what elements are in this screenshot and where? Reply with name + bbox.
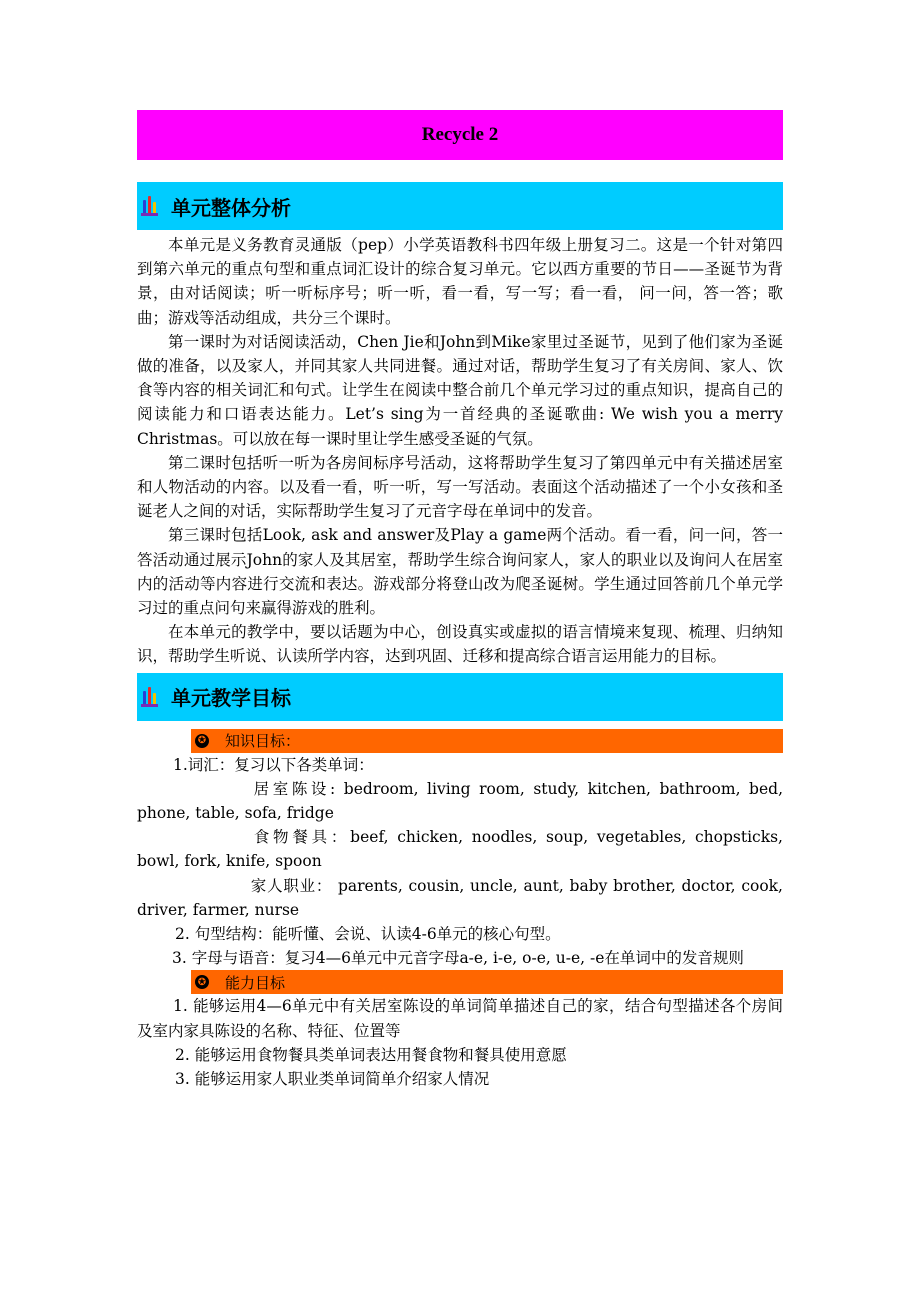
document-title-bar bbox=[137, 110, 783, 160]
paragraph: 本单元是义务教育灵通版（pep）小学英语教科书四年级上册复习二。这是一个针对第四到第六单元的重点句型和重点词汇设计的综合复习单元。它以西方重要的节日——圣诞节为背景，由对话阅读；听一听标序号；听一听，看一看，写一写；看一看， 问一问，答一答；歌曲；游戏等活动组成，共分三个课时。 bbox=[137, 236, 783, 327]
vocab-line bbox=[137, 777, 783, 825]
subsection-label: 知识目标： bbox=[225, 732, 301, 751]
ability-item: 2. 能够运用食物餐具类单词表达用餐食物和餐具使用意愿 bbox=[175, 1045, 567, 1064]
ability-item: 1. 能够运用4—6单元中有关居室陈设的单词简单描述自己的家，结合句型描述各个房间及室内家具陈设的名称、特征、位置等 bbox=[137, 997, 783, 1040]
section-heading: 单元整体分析 bbox=[171, 195, 291, 220]
vocab-label: 食物餐具： bbox=[250, 828, 351, 847]
document-page bbox=[137, 110, 783, 1091]
vocab-words: parents, cousin, uncle, aunt, baby brother, doctor, cook, driver, farmer, nurse bbox=[137, 876, 783, 919]
star-bullet-icon: ✪ bbox=[195, 975, 209, 989]
knowledge-item: 3. 字母与语音：复习4—6单元中元音字母a-e, i-e, o-e, u-e, -e在单词中的发音规则 bbox=[172, 949, 744, 968]
subsection-label: 能力目标 bbox=[225, 973, 286, 992]
vocab-words: beef, chicken, noodles, soup, vegetables, chopsticks, bowl, fork, knife, spoon bbox=[137, 828, 783, 871]
ability-item: 3. 能够运用家人职业类单词简单介绍家人情况 bbox=[175, 1070, 490, 1089]
star-bullet-icon: ✪ bbox=[195, 734, 209, 748]
section-heading: 单元教学目标 bbox=[171, 686, 291, 711]
vocab-line bbox=[137, 825, 783, 873]
section-header-analysis bbox=[137, 182, 783, 230]
paragraph: 第二课时包括听一听为各房间标序号活动，这将帮助学生复习了第四单元中有关描述居室和人物活动的内容。以及看一看，听一听，写一写活动。表面这个活动描述了一个小女孩和圣诞老人之间的对话，实际帮助学生复习了元音字母在单词中的发音。 bbox=[137, 453, 783, 521]
knowledge-item: 2. 句型结构：能听懂、会说、认读4-6单元的核心句型。 bbox=[175, 925, 561, 944]
bar-chart-icon bbox=[141, 687, 159, 707]
vocab-intro: 1.词汇：复习以下各类单词： bbox=[173, 755, 374, 774]
vocab-words: bedroom, living room, study, kitchen, bathroom, bed, phone, table, sofa, fridge bbox=[137, 779, 783, 823]
paragraph: 第一课时为对话阅读活动，Chen Jie和John到Mike家里过圣诞节，见到了他们家为圣诞做的准备，以及家人，并同其家人共同进餐。通过对话，帮助学生复习了有关房间、家人、饮食等内容的相关词汇和句式。让学生在阅读中整合前几个单元学习过的重点知识，提高自己的阅读能力和口语表达能力。Let’s sing为一首经典的圣诞歌曲: We wish you a merry Christmas。可以放在每一课时里让学生感受圣诞的气氛。 bbox=[137, 332, 783, 448]
vocab-label: 居室陈设: bbox=[250, 779, 336, 798]
subsection-header-knowledge bbox=[191, 729, 783, 753]
paragraph: 第三课时包括Look, ask and answer及Play a game两个活动。看一看，问一问，答一答活动通过展示John的家人及其居室，帮助学生综合询问家人，家人的职业以及询问人在居室内的活动等内容进行交流和表达。游戏部分将登山改为爬圣诞树。学生通过回答前几个单元学习过的重点问句来赢得游戏的胜利。 bbox=[137, 526, 783, 618]
vocab-line bbox=[137, 874, 783, 922]
bar-chart-icon bbox=[141, 196, 159, 216]
vocab-label: 家人职业： bbox=[250, 876, 333, 895]
document-title: Recycle 2 bbox=[421, 124, 499, 145]
paragraph: 在本单元的教学中，要以话题为中心，创设真实或虚拟的语言情境来复现、梳理、归纳知识，帮助学生听说、认读所学内容，达到巩固、迁移和提高综合语言运用能力的目标。 bbox=[137, 623, 783, 666]
subsection-header-ability bbox=[191, 970, 783, 994]
section-header-objectives bbox=[137, 673, 783, 721]
